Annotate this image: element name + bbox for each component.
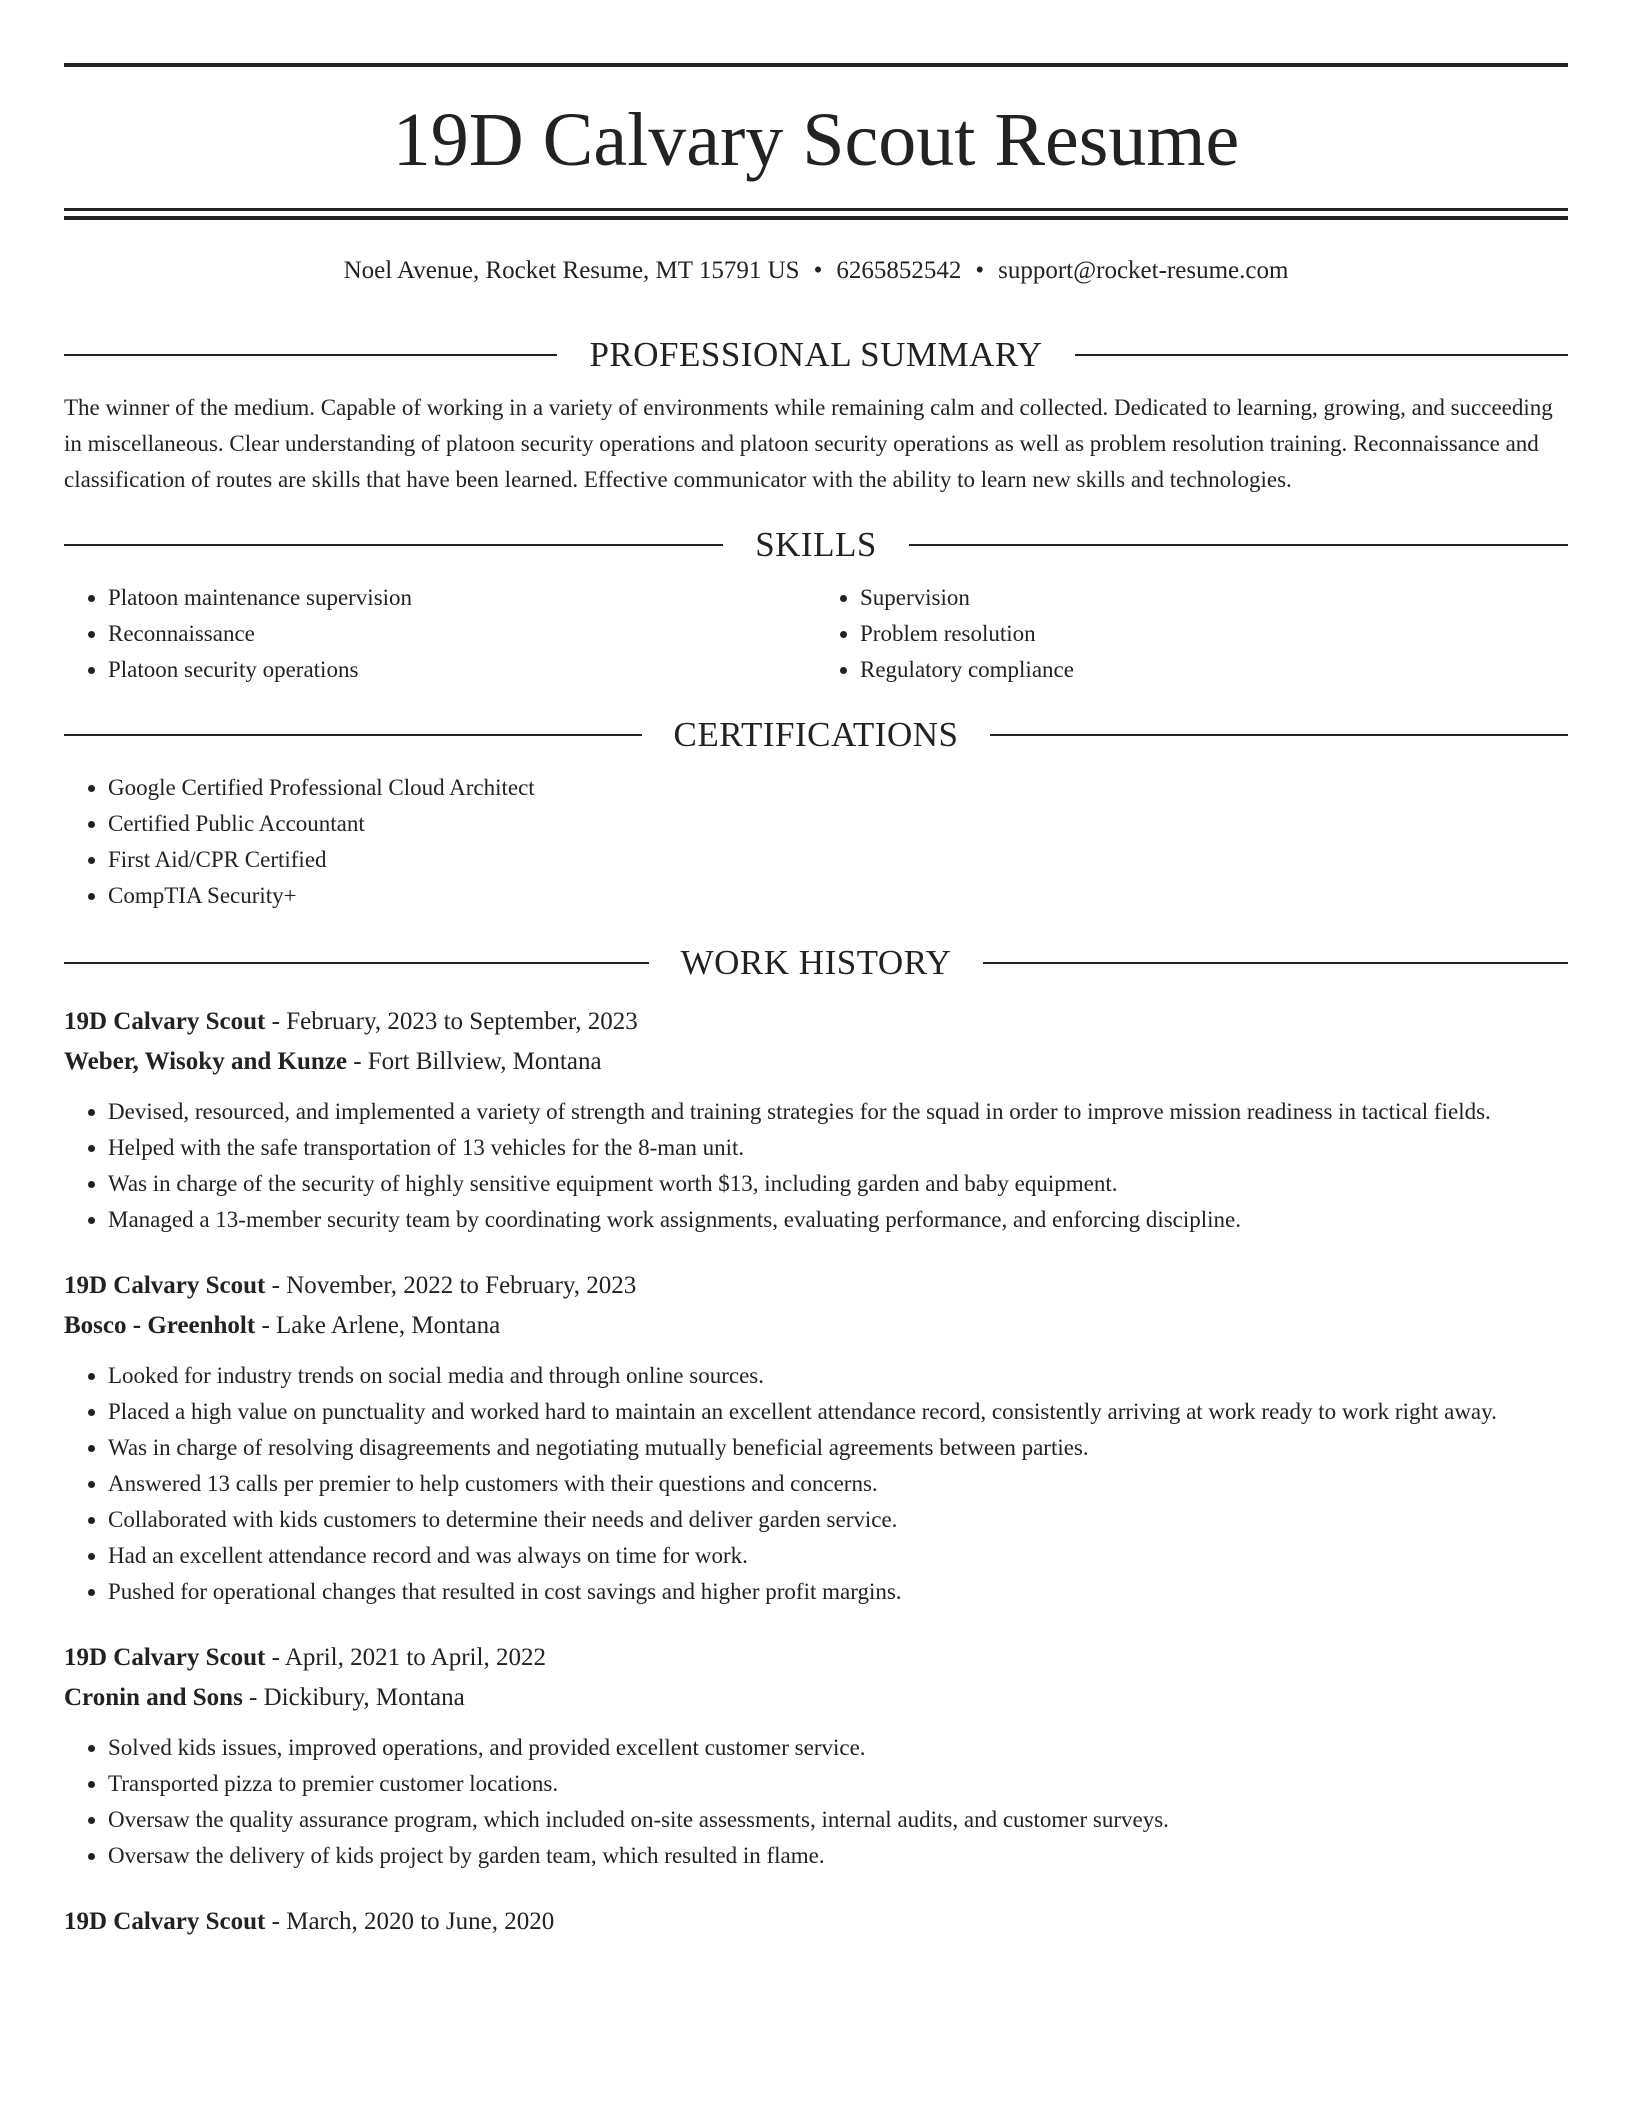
title-rule-upper xyxy=(64,208,1568,211)
job-bullet: • Devised, resourced, and implemented a variety of strength and training strategies for the squad in order to improve mission readiness in tactical fields. xyxy=(108,1094,1568,1130)
job-bullets xyxy=(64,1730,1568,1874)
job-location: - Lake Arlene, Montana xyxy=(255,1312,501,1339)
resume-content xyxy=(64,330,1568,1942)
job-bullet: • Transported pizza to premier customer locations. xyxy=(108,1766,1568,1802)
certifications-list xyxy=(64,770,1568,914)
job-bullet: • Solved kids issues, improved operations, and provided excellent customer service. xyxy=(108,1730,1568,1766)
certification-item: • CompTIA Security+ xyxy=(108,878,1568,914)
job-bullet: • Looked for industry trends on social media and through online sources. xyxy=(108,1358,1568,1394)
job-company: Cronin and Sons xyxy=(64,1684,243,1711)
section-rule xyxy=(64,962,649,964)
contact-phone: 6265852542 xyxy=(836,257,962,284)
contact-line xyxy=(64,254,1568,288)
job-dates: - April, 2021 to April, 2022 xyxy=(265,1644,546,1671)
contact-email: support@rocket-resume.com xyxy=(998,257,1289,284)
job-role: 19D Calvary Scout xyxy=(64,1644,266,1671)
section-rule xyxy=(990,734,1568,736)
job-title-line xyxy=(64,1902,1568,1942)
section-title: SKILLS xyxy=(755,525,877,564)
contact-separator: • xyxy=(813,257,823,284)
skill-item: • Problem resolution xyxy=(860,616,1568,652)
job-bullets xyxy=(64,1094,1568,1238)
skill-item: • Regulatory compliance xyxy=(860,652,1568,688)
job-bullet: • Was in charge of the security of highly sensitive equipment worth $13, including garden and baby equipment. xyxy=(108,1166,1568,1202)
job-bullet: • Helped with the safe transportation of 13 vehicles for the 8-man unit. xyxy=(108,1130,1568,1166)
contact-address: Noel Avenue, Rocket Resume, MT 15791 US xyxy=(343,257,800,284)
title-rule-lower xyxy=(64,216,1568,220)
job-bullet: • Had an excellent attendance record and was always on time for work. xyxy=(108,1538,1568,1574)
job-company-line xyxy=(64,1042,1568,1082)
section-title: WORK HISTORY xyxy=(680,943,952,982)
section-rule xyxy=(983,962,1568,964)
job-bullet: • Managed a 13-member security team by coordinating work assignments, evaluating performance, and enforcing discipline. xyxy=(108,1202,1568,1238)
certification-item: • Certified Public Accountant xyxy=(108,806,1568,842)
job-title-line xyxy=(64,1638,1568,1678)
skills-list xyxy=(64,580,1568,688)
job-dates: - November, 2022 to February, 2023 xyxy=(265,1272,637,1299)
top-rule xyxy=(64,63,1568,67)
summary-text: The winner of the medium. Capable of working in a variety of environments while remaining calm and collected. Dedicated to learning, growing, and succeeding in miscellaneous. Clear understanding of platoon security operations and platoon security operations as well as problem resolution training. Reconnaissance and classification of routes are skills that have been learned. Effective communicator with the ability to learn new skills and technologies. xyxy=(64,395,1553,492)
job-role: 19D Calvary Scout xyxy=(64,1272,266,1299)
skill-item: • Supervision xyxy=(860,580,1568,616)
job-bullet: • Pushed for operational changes that resulted in cost savings and higher profit margins. xyxy=(108,1574,1568,1610)
job-company: Bosco - Greenholt xyxy=(64,1312,256,1339)
job-entry xyxy=(64,1638,1568,1874)
job-role: 19D Calvary Scout xyxy=(64,1908,266,1935)
job-company-line xyxy=(64,1678,1568,1718)
job-entry xyxy=(64,1002,1568,1238)
section-heading-work-history xyxy=(64,938,1568,988)
skill-item: • Reconnaissance xyxy=(108,616,816,652)
job-bullets xyxy=(64,1358,1568,1610)
section-title: CERTIFICATIONS xyxy=(673,715,959,754)
job-entry xyxy=(64,1266,1568,1610)
skills-column-right xyxy=(816,580,1568,688)
job-bullet: • Placed a high value on punctuality and worked hard to maintain an excellent attendance record, consistently arriving at work ready to work right away. xyxy=(108,1394,1568,1430)
job-location: - Fort Billview, Montana xyxy=(346,1048,602,1075)
job-bullet: • Oversaw the delivery of kids project by garden team, which resulted in flame. xyxy=(108,1838,1568,1874)
job-title-line xyxy=(64,1266,1568,1306)
skill-item: • Platoon security operations xyxy=(108,652,816,688)
job-bullet: • Oversaw the quality assurance program, which included on-site assessments, internal audits, and customer surveys. xyxy=(108,1802,1568,1838)
section-rule xyxy=(64,354,557,356)
job-dates: - March, 2020 to June, 2020 xyxy=(265,1908,555,1935)
section-heading-certifications xyxy=(64,710,1568,760)
job-bullet: • Collaborated with kids customers to determine their needs and deliver garden service. xyxy=(108,1502,1568,1538)
job-entry xyxy=(64,1902,1568,1942)
skills-column-left xyxy=(64,580,816,688)
job-company: Weber, Wisoky and Kunze xyxy=(64,1048,347,1075)
certification-item: • Google Certified Professional Cloud Architect xyxy=(108,770,1568,806)
section-rule xyxy=(1075,354,1568,356)
section-title: PROFESSIONAL SUMMARY xyxy=(589,335,1043,374)
job-bullet: • Answered 13 calls per premier to help customers with their questions and concerns. xyxy=(108,1466,1568,1502)
job-company-line xyxy=(64,1306,1568,1346)
job-dates: - February, 2023 to September, 2023 xyxy=(265,1008,638,1035)
job-title-line xyxy=(64,1002,1568,1042)
section-rule xyxy=(64,544,723,546)
skill-item: • Platoon maintenance supervision xyxy=(108,580,816,616)
section-rule xyxy=(64,734,642,736)
resume-title: 19D Calvary Scout Resume xyxy=(392,98,1240,182)
job-location: - Dickibury, Montana xyxy=(242,1684,465,1711)
section-rule xyxy=(909,544,1568,546)
section-heading-skills xyxy=(64,520,1568,570)
job-role: 19D Calvary Scout xyxy=(64,1008,266,1035)
certification-item: • First Aid/CPR Certified xyxy=(108,842,1568,878)
section-heading-summary xyxy=(64,330,1568,380)
contact-separator: • xyxy=(975,257,985,284)
job-bullet: • Was in charge of resolving disagreements and negotiating mutually beneficial agreements between parties. xyxy=(108,1430,1568,1466)
